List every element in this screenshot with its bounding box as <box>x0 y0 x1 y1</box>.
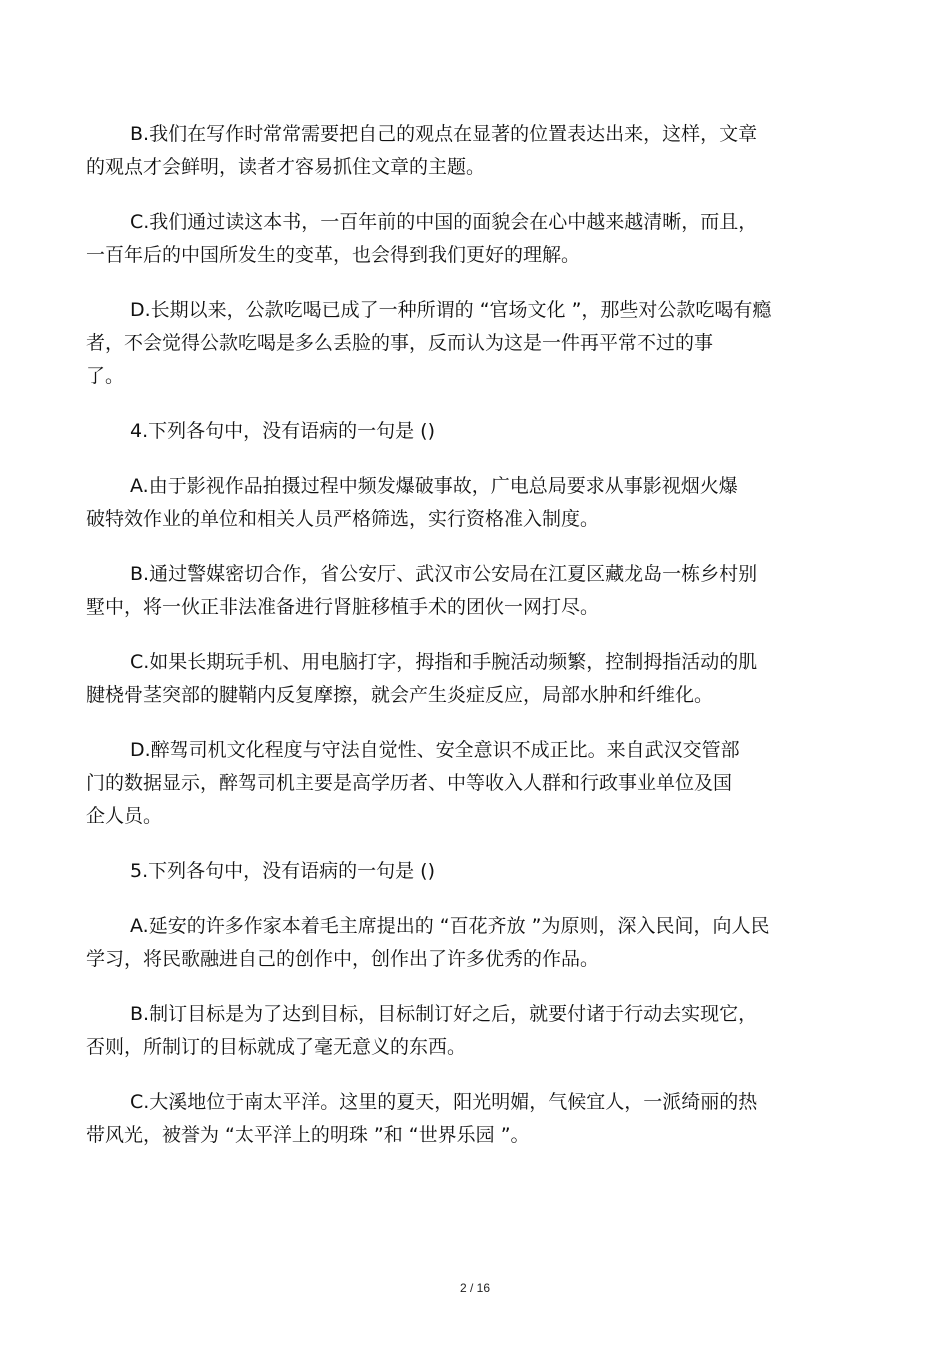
text-line: 腱桡骨茎突部的腱鞘内反复摩擦，就会产生炎症反应，局部水肿和纤维化。 <box>86 684 714 706</box>
text-line: 破特效作业的单位和相关人员严格筛选，实行资格准入制度。 <box>86 508 600 530</box>
page-number: 2 / 16 <box>459 1281 491 1295</box>
document-body <box>86 118 861 1174</box>
text-line: 门的数据显示，醉驾司机主要是高学历者、中等收入人群和行政事业单位及国 <box>86 772 733 794</box>
text-line: 了。 <box>86 365 125 387</box>
text-line: 带风光，被誉为 “太平洋上的明珠 ”和 “世界乐园 ”。 <box>86 1124 530 1146</box>
text-line: 企人员。 <box>86 805 163 827</box>
paragraph-q5-option-b <box>86 998 861 1064</box>
paragraph-q5-option-a <box>86 910 861 976</box>
text-line: 的观点才会鲜明，读者才容易抓住文章的主题。 <box>86 156 486 178</box>
paragraph-q4-option-a <box>86 470 861 536</box>
text-line: B.制订目标是为了达到目标，目标制订好之后，就要付诸于行动去实现它， <box>130 1003 758 1025</box>
paragraph-q3-option-d <box>86 294 861 393</box>
paragraph-q3-option-b <box>86 118 861 184</box>
paragraph-q5-option-c <box>86 1086 861 1152</box>
text-line: 4.下列各句中，没有语病的一句是 () <box>130 420 435 442</box>
paragraph-q4-stem <box>86 415 861 448</box>
text-line: A.由于影视作品拍摄过程中频发爆破事故，广电总局要求从事影视烟火爆 <box>130 475 738 497</box>
text-line: 5.下列各句中，没有语病的一句是 () <box>130 860 435 882</box>
text-line: 者，不会觉得公款吃喝是多么丢脸的事，反而认为这是一件再平常不过的事 <box>86 332 714 354</box>
paragraph-q3-option-c <box>86 206 861 272</box>
text-line: C.我们通过读这本书，一百年前的中国的面貌会在心中越来越清晰，而且， <box>130 211 758 233</box>
paragraph-q5-stem <box>86 855 861 888</box>
text-line: C.如果长期玩手机、用电脑打字，拇指和手腕活动频繁，控制拇指活动的肌 <box>130 651 758 673</box>
text-line: 学习，将民歌融进自己的创作中，创作出了许多优秀的作品。 <box>86 948 600 970</box>
text-line: D.长期以来，公款吃喝已成了一种所谓的 “官场文化 ”，那些对公款吃喝有瘾 <box>130 299 772 321</box>
text-line: 墅中，将一伙正非法准备进行肾脏移植手术的团伙一网打尽。 <box>86 596 600 618</box>
paragraph-q4-option-b <box>86 558 861 624</box>
text-line: B.通过警媒密切合作，省公安厅、武汉市公安局在江夏区藏龙岛一栋乡村别 <box>130 563 758 585</box>
text-line: D.醉驾司机文化程度与守法自觉性、安全意识不成正比。来自武汉交管部 <box>130 739 740 761</box>
text-line: C.大溪地位于南太平洋。这里的夏天，阳光明媚，气候宜人，一派绮丽的热 <box>130 1091 758 1113</box>
text-line: A.延安的许多作家本着毛主席提出的 “百花齐放 ”为原则，深入民间，向人民 <box>130 915 770 937</box>
text-line: B.我们在写作时常常需要把自己的观点在显著的位置表达出来，这样，文章 <box>130 123 758 145</box>
paragraph-q4-option-c <box>86 646 861 712</box>
paragraph-q4-option-d <box>86 734 861 833</box>
text-line: 一百年后的中国所发生的变革，也会得到我们更好的理解。 <box>86 244 581 266</box>
text-line: 否则，所制订的目标就成了毫无意义的东西。 <box>86 1036 467 1058</box>
